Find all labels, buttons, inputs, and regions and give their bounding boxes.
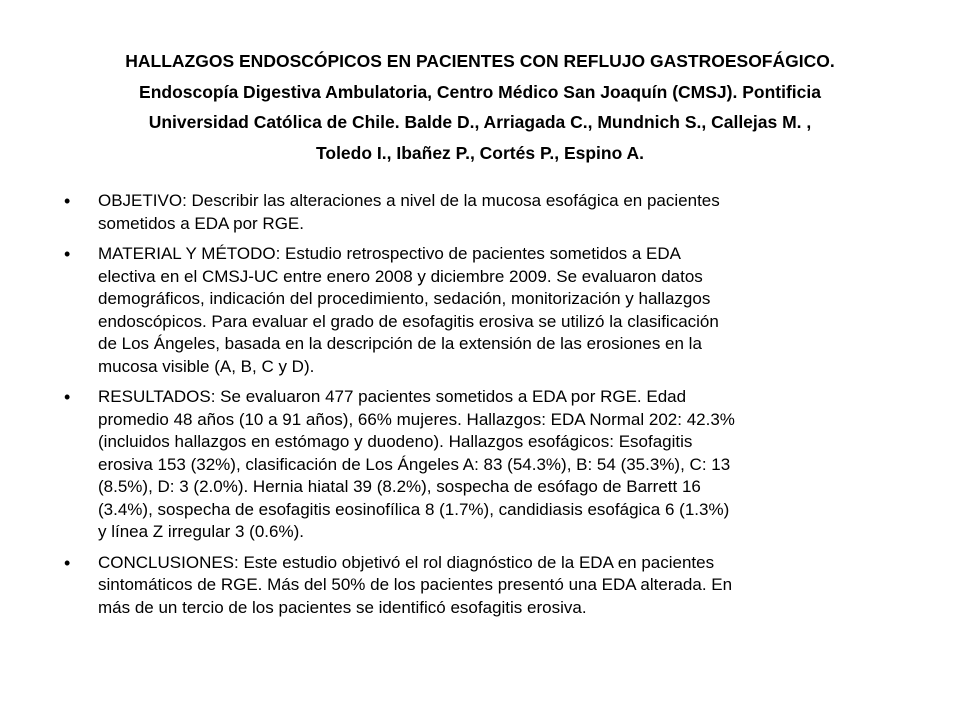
section-resultados	[64, 386, 914, 544]
section-line: de Los Ángeles, basada en la descripción de la extensión de las erosiones en la	[98, 334, 702, 353]
section-line: (3.4%), sospecha de esofagitis eosinofílica 8 (1.7%), candidiasis esofágica 6 (1.3%)	[98, 499, 730, 519]
section-line: mucosa visible (A, B, C y D).	[98, 356, 315, 376]
section-line: CONCLUSIONES: Este estudio objetivó el rol diagnóstico de la EDA en pacientes	[98, 552, 715, 572]
section-line: (incluidos hallazgos en estómago y duodeno). Hallazgos esofágicos: Esofagitis	[98, 432, 693, 451]
section-line: sintomáticos de RGE. Más del 50% de los pacientes presentó una EDA alterada. En	[98, 575, 733, 594]
title-line: Universidad Católica de Chile. Balde D., Arriagada C., Mundnich S., Callejas M. ,	[148, 112, 812, 132]
section-line: más de un tercio de los pacientes se identificó esofagitis erosiva.	[98, 597, 587, 617]
section-line: OBJETIVO: Describir las alteraciones a nivel de la mucosa esofágica en pacientes	[98, 191, 720, 210]
section-line: demográficos, indicación del procedimiento, sedación, monitorización y hallazgos	[98, 289, 711, 308]
section-line: electiva en el CMSJ-UC entre enero 2008 y diciembre 2009. Se evaluaron datos	[98, 266, 703, 286]
bullet-icon: •	[64, 387, 71, 407]
bullet-icon: •	[64, 191, 71, 211]
section-conclusiones	[64, 552, 914, 620]
section-line: RESULTADOS: Se evaluaron 477 pacientes sometidos a EDA por RGE. Edad	[98, 387, 687, 406]
title-line: HALLAZGOS ENDOSCÓPICOS EN PACIENTES CON REFLUJO GASTROESOFÁGICO.	[125, 51, 835, 71]
section-objetivo	[64, 190, 914, 235]
bullet-icon: •	[64, 244, 71, 264]
section-material-metodo	[64, 243, 914, 378]
content-list	[64, 190, 914, 627]
section-line: endoscópicos. Para evaluar el grado de esofagitis erosiva se utilizó la clasificación	[98, 311, 719, 331]
title-line: Endoscopía Digestiva Ambulatoria, Centro Médico San Joaquín (CMSJ). Pontificia	[139, 81, 821, 102]
bullet-icon: •	[64, 552, 71, 573]
title-line: Toledo I., Ibañez P., Cortés P., Espino A.	[315, 142, 645, 163]
section-line: MATERIAL Y MÉTODO: Estudio retrospectivo de pacientes sometidos a EDA	[98, 244, 681, 263]
section-line: sometidos a EDA por RGE.	[98, 213, 304, 233]
section-line: y línea Z irregular 3 (0.6%).	[98, 522, 304, 541]
slide-title	[60, 46, 900, 168]
section-line: (8.5%), D: 3 (2.0%). Hernia hiatal 39 (8.2%), sospecha de esófago de Barrett 16	[98, 477, 701, 496]
section-line: promedio 48 años (10 a 91 años), 66% mujeres. Hallazgos: EDA Normal 202: 42.3%	[98, 409, 735, 429]
section-line: erosiva 153 (32%), clasificación de Los Ángeles A: 83 (54.3%), B: 54 (35.3%), C: 13	[98, 454, 731, 474]
